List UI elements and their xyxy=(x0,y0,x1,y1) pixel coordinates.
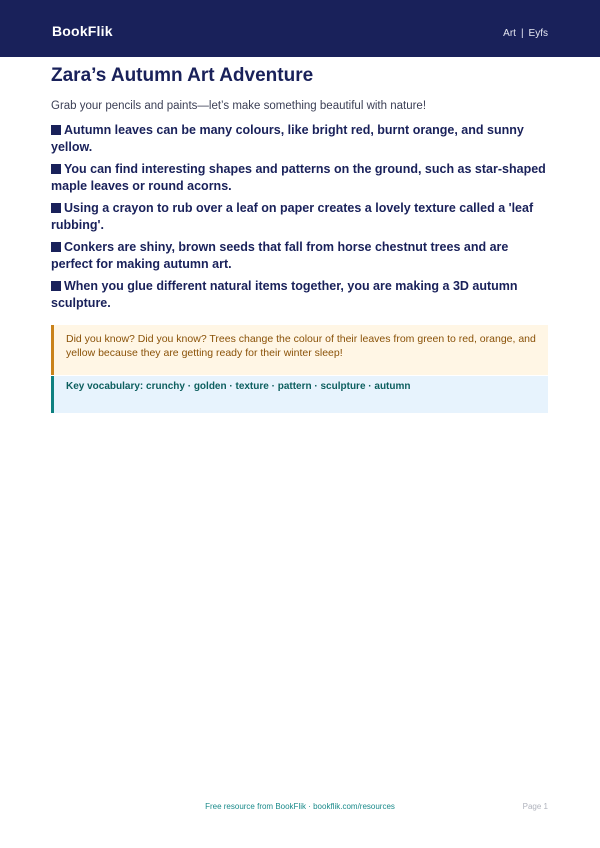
square-bullet-icon xyxy=(51,125,61,135)
footer-link[interactable]: Free resource from BookFlik · bookflik.com/resources xyxy=(205,802,395,811)
key-vocabulary-box xyxy=(51,376,548,413)
intro-text: Grab your pencils and paints—let’s make something beautiful with nature! xyxy=(51,100,427,112)
did-you-know-callout xyxy=(51,325,548,375)
square-bullet-icon xyxy=(51,242,61,252)
site-header xyxy=(0,0,600,57)
list-item xyxy=(51,239,548,273)
fact-text: You can find interesting shapes and patterns on the ground, such as star-shaped maple leaves or round acorns. xyxy=(51,162,546,193)
key-vocabulary-text: Key vocabulary: crunchy · golden · texture · pattern · sculpture · autumn xyxy=(66,381,411,392)
fact-text: When you glue different natural items together, you are making a 3D autumn sculpture. xyxy=(51,279,518,310)
did-you-know-text: Did you know? Did you know? Trees change the colour of their leaves from green to red, orange, and yellow because they are getting ready for their winter sleep! xyxy=(66,333,536,359)
subject-breadcrumb xyxy=(503,28,548,39)
page-title: Zara’s Autumn Art Adventure xyxy=(51,65,314,86)
breadcrumb-separator: | xyxy=(520,28,524,39)
list-item xyxy=(51,200,548,234)
fact-text: Conkers are shiny, brown seeds that fall from horse chestnut trees and are perfect for making autumn art. xyxy=(51,240,509,271)
square-bullet-icon xyxy=(51,281,61,291)
list-item xyxy=(51,122,548,156)
page-footer xyxy=(0,802,600,814)
square-bullet-icon xyxy=(51,164,61,174)
level-label[interactable]: Eyfs xyxy=(528,28,548,39)
fact-text: Autumn leaves can be many colours, like bright red, burnt orange, and sunny yellow. xyxy=(51,123,524,154)
brand-logo[interactable]: BookFlik xyxy=(52,23,113,39)
page-number: Page 1 xyxy=(522,802,548,811)
fact-text: Using a crayon to rub over a leaf on paper creates a lovely texture called a 'leaf rubbing'. xyxy=(51,201,534,232)
list-item xyxy=(51,161,548,195)
subject-label[interactable]: Art xyxy=(503,28,516,39)
list-item xyxy=(51,278,548,312)
fact-list xyxy=(51,122,548,317)
square-bullet-icon xyxy=(51,203,61,213)
